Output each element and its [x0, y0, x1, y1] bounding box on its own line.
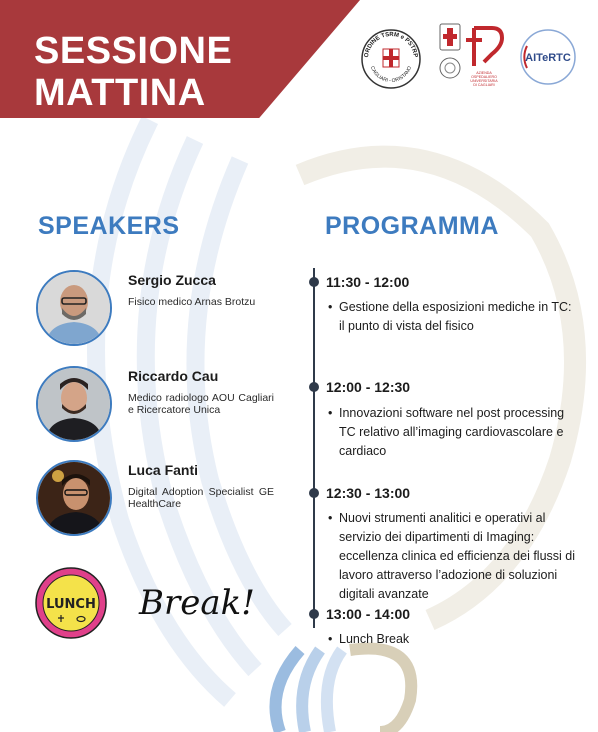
slot-description: • Gestione della esposizioni mediche in TC: il punto di vista del fisico — [328, 298, 578, 336]
timeline-dot — [309, 609, 319, 619]
speaker-role: Medico radiologo AOU Cagliari e Ricercatore Unica — [128, 392, 274, 416]
speaker-name: Riccardo Cau — [128, 368, 219, 384]
aitertc-logo — [519, 28, 577, 86]
slot-description: • Lunch Break — [328, 630, 578, 649]
aitertc-logo-text: AITeRTC — [525, 52, 571, 64]
lunch-badge-label: LUNCH — [46, 597, 96, 612]
page-title-line-1: SESSIONE — [34, 30, 233, 72]
speakers-heading: SPEAKERS — [38, 212, 180, 240]
speaker-role: Fisico medico Arnas Brotzu — [128, 296, 256, 308]
azienda-logo-text-2: OSPEDALIERO — [471, 75, 497, 79]
azienda-logo-text-3: UNIVERSITARIA — [470, 79, 498, 83]
timeline-line — [313, 268, 315, 628]
timeline-dot — [309, 277, 319, 287]
page-title — [34, 30, 294, 114]
page-title-line-2: MATTINA — [34, 72, 206, 114]
speaker-card — [36, 270, 278, 350]
slot-time: 13:00 - 14:00 — [326, 606, 411, 622]
timeline-dot — [309, 382, 319, 392]
lunch-badge-icon — [34, 566, 108, 640]
ordine-logo-city-text: CAGLIARI - ORISTANO — [368, 65, 414, 85]
azienda-logo-text-4: DI CAGLIARI — [473, 83, 495, 87]
speaker-photo-avatar — [36, 460, 112, 536]
slot-description: • Innovazioni software nel post processing TC relativo all’imaging cardiovascolare e cardiaco — [328, 404, 578, 461]
ordine-logo-ring-text: ORDINE TSRM e PSTRP — [363, 31, 419, 58]
slot-time: 12:00 - 12:30 — [326, 379, 411, 395]
azienda-ospedaliero-logo — [462, 22, 506, 88]
timeline-dot — [309, 488, 319, 498]
slot-time: 11:30 - 12:00 — [326, 274, 410, 290]
break-label: Break! — [139, 583, 255, 623]
azienda-logo-text-1: AZIENDA — [476, 71, 492, 75]
speaker-role: Digital Adoption Specialist GE HealthCare — [128, 486, 274, 510]
speaker-photo-avatar — [36, 270, 112, 346]
ordine-tsrm-logo — [360, 28, 422, 90]
speaker-name: Sergio Zucca — [128, 272, 216, 288]
programma-heading: PROGRAMMA — [325, 212, 499, 240]
speaker-card — [36, 460, 278, 540]
university-coat-of-arms-logo — [438, 22, 462, 86]
speaker-name: Luca Fanti — [128, 462, 199, 478]
speaker-card — [36, 366, 278, 446]
slot-time: 12:30 - 13:00 — [326, 485, 411, 501]
slot-description: • Nuovi strumenti analitici e operativi al servizio dei dipartimenti di Imaging: eccellenza clinica ed efficienza dei flussi di lavoro attraverso l’adozione di soluzioni digitali avanzate — [328, 509, 578, 604]
speaker-photo-avatar — [36, 366, 112, 442]
